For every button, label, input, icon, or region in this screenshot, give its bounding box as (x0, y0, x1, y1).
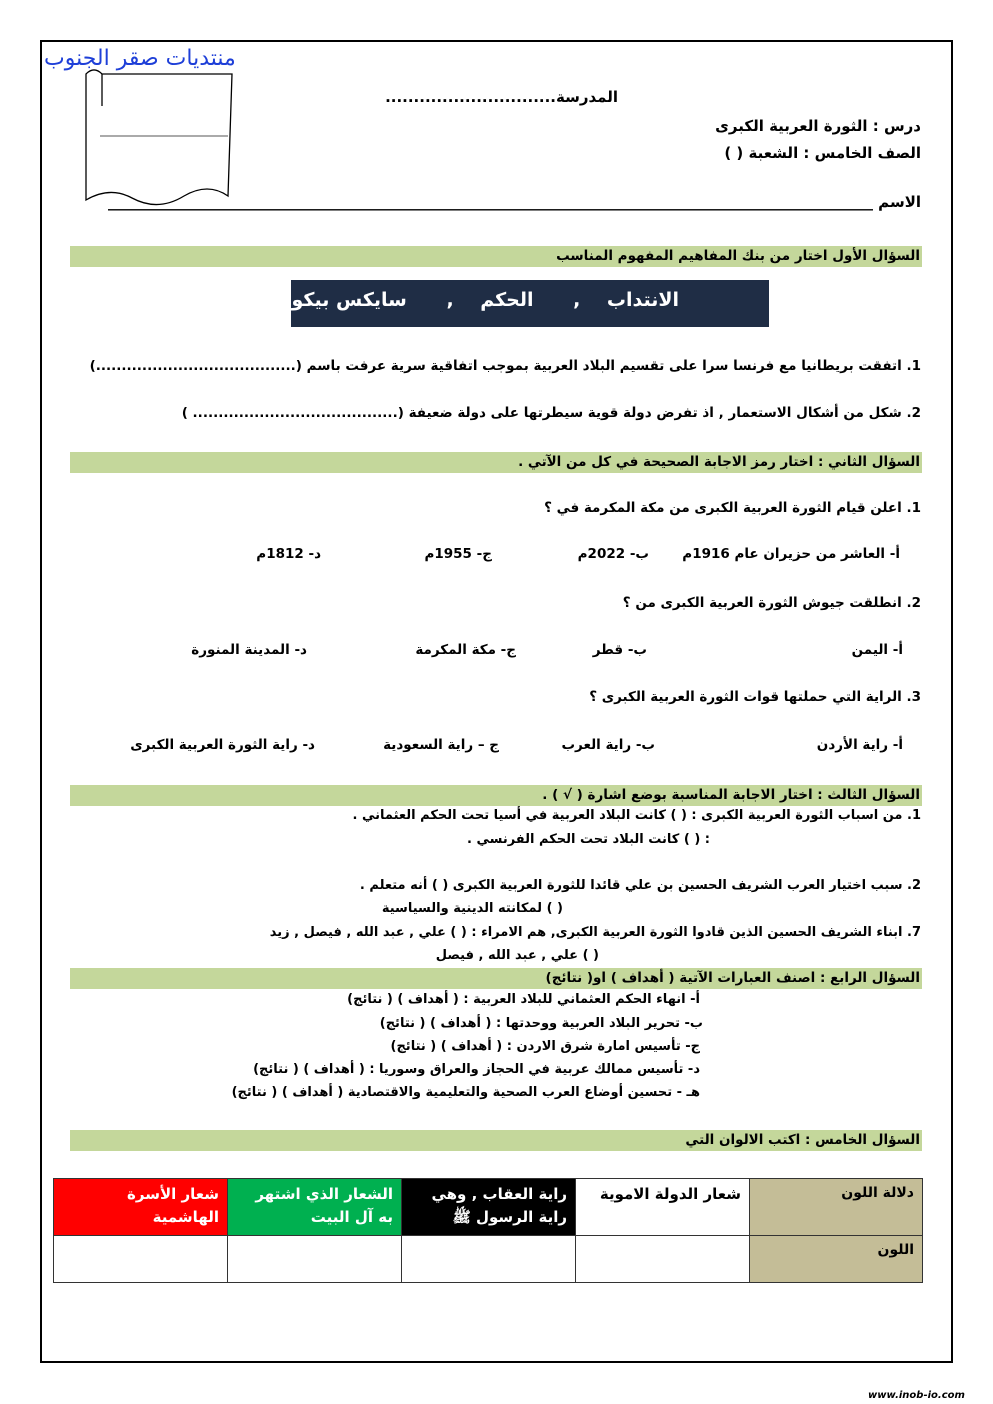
question-2-title: السؤال الثاني : اختار رمز الاجابة الصحيحة في كل من الآتي . (70, 452, 922, 473)
q3-line-2: : ( ) كانت البلاد تحت الحكم الفرنسي . (466, 832, 710, 847)
q2-q1-option-b: ب- 2022م (577, 546, 649, 562)
q2-question-1: 1. اعلن قيام الثورة العربية الكبرى من مكة المكرمة في ؟ (544, 500, 921, 516)
q2-q2-option-b: ب- قطر (592, 642, 647, 658)
q1-item-1: 1. اتفقت بريطانيا مع فرنسا سرا على تقسيم البلاد العربية بموجب اتفاقية سرية عرفت باسم (.......................................) (89, 358, 921, 374)
q2-q3-option-a: أ- راية الأردن (816, 737, 903, 753)
question-5-title: السؤال الخامس : اكتب الالوان التي (70, 1130, 922, 1151)
q2-question-2: 2. انطلقت جيوش الثورة العربية الكبرى من ؟ (622, 595, 921, 611)
q2-question-3: 3. الراية التي حملتها قوات الثورة العربية الكبرى ؟ (589, 689, 921, 705)
q2-q1-option-c: ج- 1955م (424, 546, 492, 562)
q3-line-4: ( ) لمكانته الدينية والسياسية (381, 901, 563, 916)
q3-line-1: 1. من اسباب الثورة العربية الكبرى : ( ) كانت البلاد العربية في أسيا تحت الحكم العثماني . (352, 808, 921, 823)
q3-line-6: ( ) علي , عبد الله , فيصل (435, 948, 599, 963)
q4-line-1: أ- انهاء الحكم العثماني للبلاد العربية : ( أهداف ) ( نتائج) (347, 992, 700, 1007)
q2-q2-option-d: د- المدينة المنورة (191, 642, 307, 658)
answer-cell-2[interactable] (402, 1236, 576, 1283)
question-4-title: السؤال الرابع : اصنف العبارات الآتية ( أهداف ) او( نتائج) (70, 968, 922, 989)
q3-line-3: 2. سبب اختيار العرب الشريف الحسين بن علي قائدا للثورة العربية الكبرى ( ) أنه متعلم . (359, 878, 921, 893)
q2-q1-option-d: د- 1812م (256, 546, 321, 562)
q4-line-3: ج- تأسيس امارة شرق الاردن : ( أهداف ) ( نتائج) (390, 1039, 700, 1054)
q2-q1-option-a: أ- العاشر من حزيران عام 1916م (682, 546, 900, 562)
concept-bank: الانتداب , الحكم , سايكس بيكو (291, 280, 769, 327)
q4-line-2: ب- تحرير البلاد العربية ووحدتها : ( أهداف ) ( نتائج) (379, 1016, 703, 1031)
q4-line-5: هـ - تحسين أوضاع العرب الصحية والتعليمية والاقتصادية ( أهداف ) ( نتائج) (231, 1085, 700, 1100)
q4-line-4: د- تأسيس ممالك عربية في الحجاز والعراق وسوريا : ( أهداف ) ( نتائج) (253, 1062, 700, 1077)
answer-cell-3[interactable] (228, 1236, 402, 1283)
table-row (54, 1179, 923, 1236)
q1-item-2: 2. شكل من أشكال الاستعمار , اذ تفرض دولة قوية سيطرتها على دولة ضعيفة (........................................ ) (181, 405, 921, 421)
q3-line-5: 7. ابناء الشريف الحسين الذين قادوا الثورة العربية الكبرى, هم الامراء : ( ) علي , عبد الله , فيصل , زيد (269, 925, 921, 940)
watermark-text: منتديات صقر الجنوب (44, 46, 236, 71)
table-row (54, 1236, 923, 1283)
umayyad-cell: شعار الدولة الاموية (576, 1179, 750, 1236)
q2-q2-option-a: أ- اليمن (851, 642, 903, 658)
q2-q3-option-c: ج – راية السعودية (383, 737, 499, 753)
answer-cell-1[interactable] (576, 1236, 750, 1283)
colors-table (53, 1178, 923, 1283)
q2-q3-option-d: د- راية الثورة العربية الكبرى (130, 737, 315, 753)
q2-q3-option-b: ب- راية العرب (561, 737, 655, 753)
header-label-cell: دلالة اللون (750, 1179, 923, 1236)
ahl-albayt-cell: الشعار الذي اشتهر به آل البيت (228, 1179, 402, 1236)
question-3-title: السؤال الثالث : اختار الاجابة المناسبة بوضع اشارة ( √ ) . (70, 785, 922, 806)
grade-section: الصف الخامس : الشعبة ( ) (724, 144, 921, 162)
hashemite-cell: شعار الأسرة الهاشمية (54, 1179, 228, 1236)
student-name-field: الاسم ______________________________________________________________________________________________________ (107, 193, 921, 211)
answer-cell-4[interactable] (54, 1236, 228, 1283)
row-label-cell: اللون (750, 1236, 923, 1283)
question-1-title: السؤال الأول اختار من بنك المفاهيم المفهوم المناسب (70, 246, 922, 267)
footer-url: www.inob-io.com (868, 1390, 965, 1401)
q2-q2-option-c: ج- مكة المكرمة (415, 642, 516, 658)
prophet-banner-cell: راية العقاب , وهي راية الرسول ﷺ (402, 1179, 576, 1236)
school-field: المدرسة.............................. (385, 88, 618, 106)
lesson-title: درس : الثورة العربية الكبرى (715, 117, 921, 135)
